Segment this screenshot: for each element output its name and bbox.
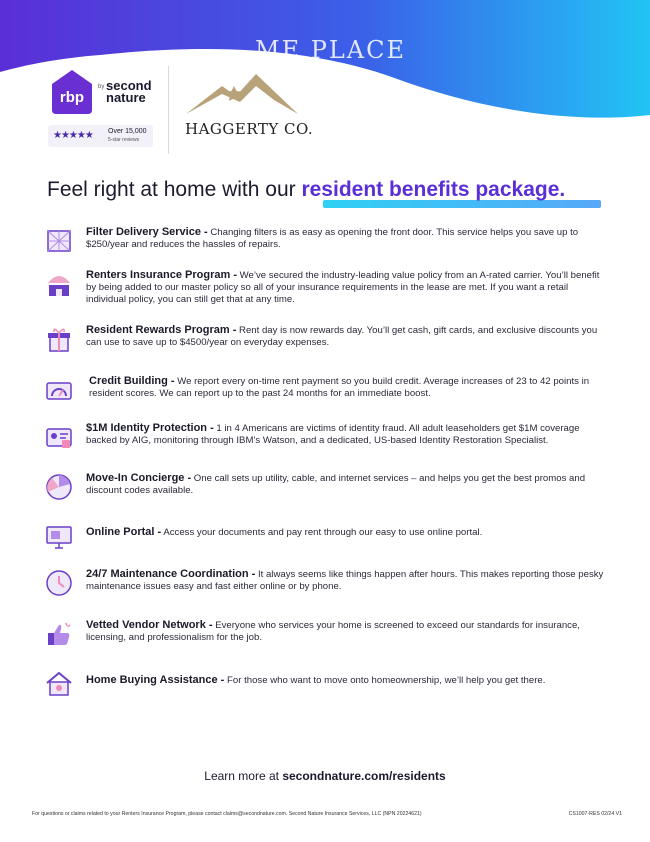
clock-icon xyxy=(44,568,74,598)
benefit-desc: Changing filters is as easy as opening the front door. This service helps you save up to $250/year and reduces the hassles of repairs. xyxy=(86,227,579,250)
id-card-icon xyxy=(44,422,74,452)
utilities-icon xyxy=(44,472,74,502)
benefit-desc: We report every on-time rent payment so you build credit. Average increases of 23 to 42 points in resident scores. We can report up to the past 24 months for an immediate boost. xyxy=(89,376,590,399)
rbp-by-label: by xyxy=(98,84,105,90)
benefit-title: Resident Rewards Program - xyxy=(86,324,237,336)
benefit-desc: It always seems like things happen after hours. This makes reporting those pesky maintenance issues easy and fast either online or by phone. xyxy=(86,569,604,592)
headline-lead: Feel right at home with our xyxy=(47,178,302,201)
benefit-desc: For those who want to move onto homeownership, we’ll help you get there. xyxy=(224,675,546,686)
benefit-title: Renters Insurance Program - xyxy=(86,269,237,281)
star-rating-icon: ★★★★★ xyxy=(53,130,93,141)
banner-title: ME PLACE xyxy=(255,36,407,64)
footer-cta xyxy=(0,769,650,783)
benefit-desc: One call sets up utility, cable, and internet services – and helps you get the best promos and discount codes available. xyxy=(86,473,586,496)
mountain-star-logo-icon xyxy=(182,72,302,116)
page-headline xyxy=(47,178,565,202)
rbp-logo-text: rbp xyxy=(59,89,85,106)
benefit-title: Home Buying Assistance - xyxy=(86,674,225,686)
credit-gauge-icon xyxy=(44,375,74,405)
rbp-logo-icon xyxy=(48,68,96,116)
benefit-title: $1M Identity Protection - xyxy=(86,422,214,434)
benefit-title: Credit Building - xyxy=(89,375,175,387)
review-count: Over 15,000 xyxy=(108,128,147,135)
benefit-title: Move-In Concierge - xyxy=(86,472,192,484)
monitor-icon xyxy=(44,522,74,552)
headline-emphasis: resident benefits package. xyxy=(301,178,566,201)
footer-fineprint: For questions or claims related to your Renters Insurance Program, please contact claims@secondnature.com. Second Nature Insurance Services, LLC (NPN 20224621) xyxy=(32,811,422,817)
umbrella-house-icon xyxy=(44,269,74,299)
air-filter-icon xyxy=(44,226,74,256)
partner-logo-text: HAGGERTY CO. xyxy=(185,120,314,138)
gift-icon xyxy=(44,324,74,354)
review-subtext: 5-star reviews xyxy=(108,137,140,143)
home-key-icon xyxy=(44,669,74,699)
footer-cta-link[interactable]: secondnature.com/residents xyxy=(282,769,446,783)
second-nature-brand: second nature xyxy=(106,78,152,105)
benefit-desc: 1 in 4 Americans are victims of identity fraud. All adult leaseholders get $1M coverage backed by AIG, monitoring through IBM’s Watson, and a dedicated, US-based Identity Restoration Specialist. xyxy=(86,423,580,446)
benefit-title: Filter Delivery Service - xyxy=(86,226,208,238)
benefit-title: 24/7 Maintenance Coordination - xyxy=(86,568,256,580)
thumbs-up-icon xyxy=(44,619,74,649)
benefit-desc: Rent day is now rewards day. You’ll get cash, gift cards, and exclusive discounts you can use to save up to $4500/year on everyday expenses. xyxy=(86,325,598,348)
document-code: CS1007-RES 02/24 V1 xyxy=(568,811,622,817)
logo-divider xyxy=(168,66,169,154)
review-badge xyxy=(48,125,153,147)
footer-cta-lead: Learn more at xyxy=(204,769,283,783)
benefit-title: Vetted Vendor Network - xyxy=(86,619,213,631)
benefit-title: Online Portal - xyxy=(86,526,162,538)
benefit-desc: Everyone who services your home is screened to exceed our standards for insurance, licensing, and professionalism for the job. xyxy=(86,620,580,643)
benefit-desc: Access your documents and pay rent through our easy to use online portal. xyxy=(161,527,483,538)
benefit-desc: We’ve secured the industry-leading value policy from an A-rated carrier. You’ll benefit by being added to our master policy so all of your insurance requirements in the lease are met. If you want a retail individual policy, you can still get that at any time. xyxy=(86,270,600,305)
